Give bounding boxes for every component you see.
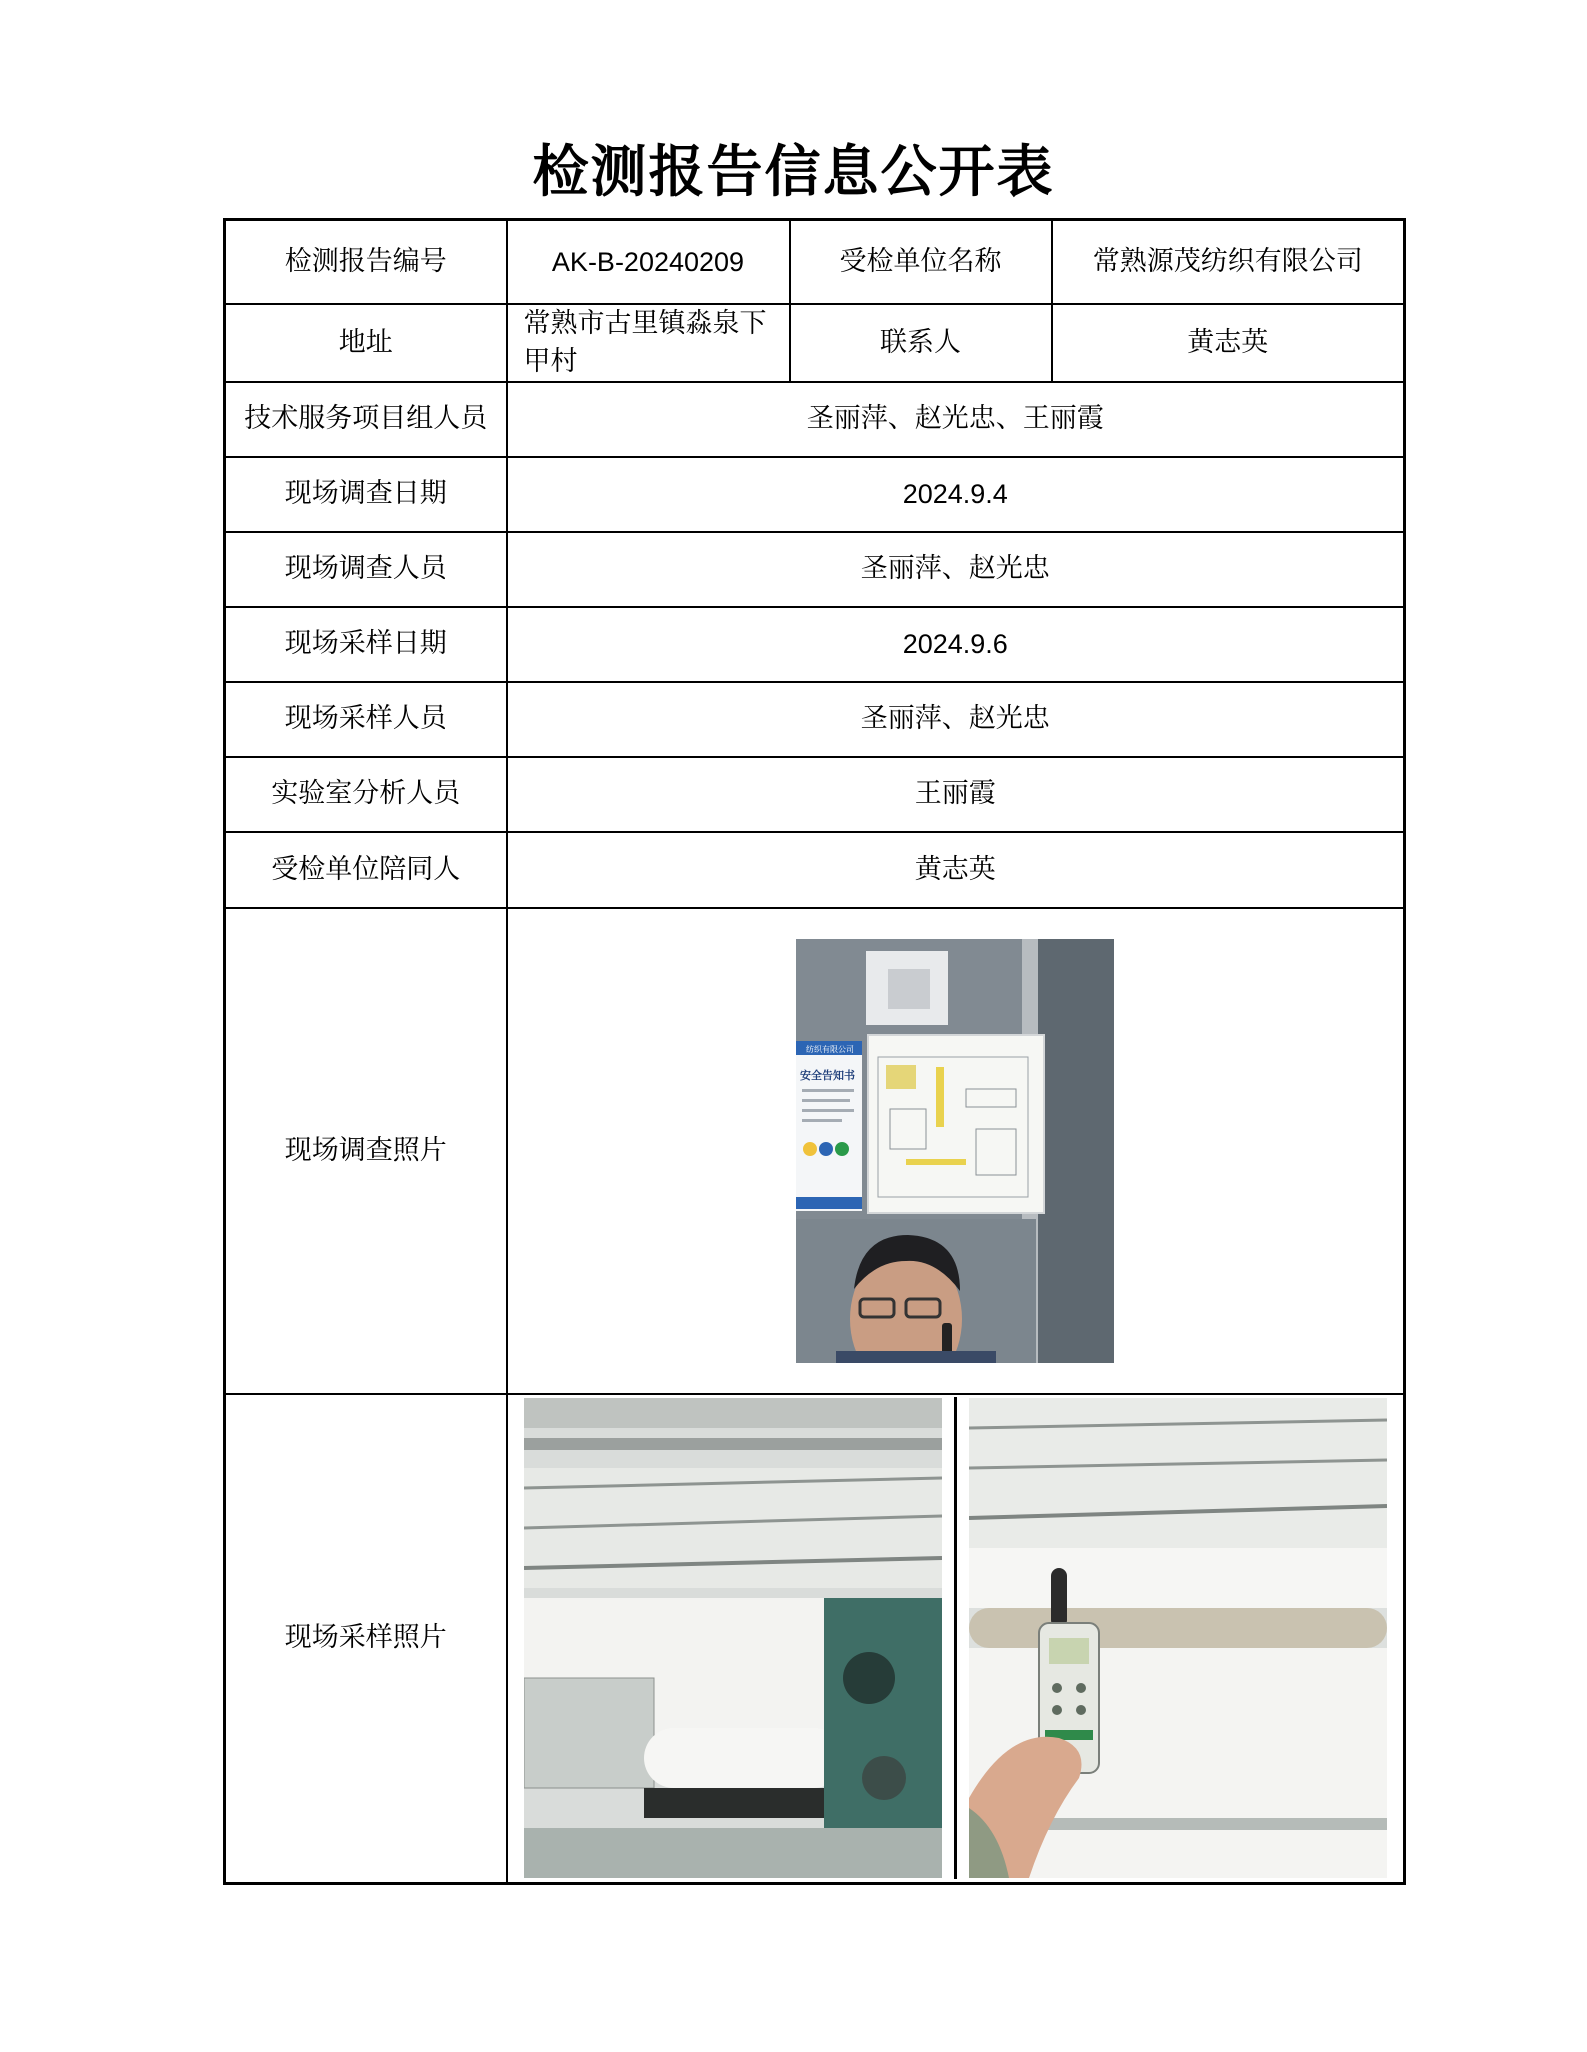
sampling-staff-value: 圣丽萍、赵光忠 [507, 682, 1405, 757]
table-row [225, 382, 1405, 457]
sampling-photo-row [508, 1397, 1404, 1879]
company-label: 受检单位名称 [790, 220, 1052, 304]
survey-photo-image [796, 939, 1114, 1363]
address-value: 常熟市古里镇淼泉下甲村 [507, 304, 790, 382]
contact-value: 黄志英 [1052, 304, 1405, 382]
noise-meter-photo-image [969, 1398, 1387, 1878]
table-row [225, 682, 1405, 757]
table-row [225, 908, 1405, 1394]
contact-label: 联系人 [790, 304, 1052, 382]
notice-heading: 安全告知书 [800, 1068, 856, 1082]
sampling-staff-label: 现场采样人员 [225, 682, 507, 757]
address-label: 地址 [225, 304, 507, 382]
survey-photo [796, 939, 1114, 1363]
escort-label: 受检单位陪同人 [225, 832, 507, 908]
escort-value: 黄志英 [507, 832, 1405, 908]
table-row [225, 532, 1405, 607]
survey-date-label: 现场调查日期 [225, 457, 507, 532]
table-row [225, 220, 1405, 304]
sampling-photo-right-cell [957, 1397, 1399, 1879]
sampling-date-value: 2024.9.6 [507, 607, 1405, 682]
survey-date-value: 2024.9.4 [507, 457, 1405, 532]
table-row [225, 832, 1405, 908]
report-no-value: AK-B-20240209 [507, 220, 790, 304]
sampling-photo-left [524, 1398, 942, 1878]
lab-staff-value: 王丽霞 [507, 757, 1405, 832]
survey-photo-label: 现场调查照片 [225, 908, 507, 1394]
table-row [225, 457, 1405, 532]
report-no-label: 检测报告编号 [225, 220, 507, 304]
sampling-date-label: 现场采样日期 [225, 607, 507, 682]
survey-staff-value: 圣丽萍、赵光忠 [507, 532, 1405, 607]
table-row [225, 757, 1405, 832]
sampling-photo-label: 现场采样照片 [225, 1394, 507, 1884]
page-title: 检测报告信息公开表 [532, 140, 1055, 205]
table-row [225, 304, 1405, 382]
sampling-photo-cell [507, 1394, 1405, 1884]
sampling-photo-left-cell [512, 1397, 954, 1879]
table-row [225, 607, 1405, 682]
notice-header: 纺织有限公司 [806, 1044, 855, 1054]
report-info-table [223, 218, 1406, 1885]
survey-staff-label: 现场调查人员 [225, 532, 507, 607]
sampling-photo-right [969, 1398, 1387, 1878]
survey-photo-cell [507, 908, 1405, 1394]
company-value: 常熟源茂纺织有限公司 [1052, 220, 1405, 304]
team-label: 技术服务项目组人员 [225, 382, 507, 457]
team-value: 圣丽萍、赵光忠、王丽霞 [507, 382, 1405, 457]
loom-photo-image [524, 1398, 942, 1878]
table-row [225, 1394, 1405, 1884]
lab-staff-label: 实验室分析人员 [225, 757, 507, 832]
